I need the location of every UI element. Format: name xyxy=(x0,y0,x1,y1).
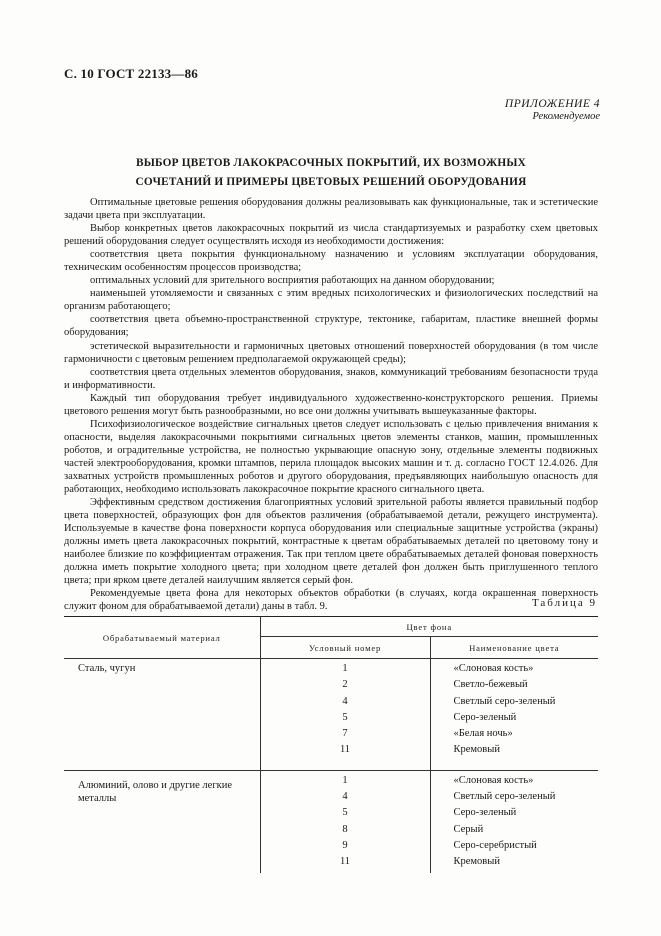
color-name: Серый xyxy=(430,820,598,836)
table-row xyxy=(64,770,598,787)
color-number: 4 xyxy=(260,692,430,708)
color-name: Светлый серо-зеленый xyxy=(430,787,598,803)
color-table xyxy=(64,616,598,873)
color-number: 1 xyxy=(260,659,430,676)
color-number: 2 xyxy=(260,675,430,691)
color-name: Серо-зеленый xyxy=(430,708,598,724)
material-name: Сталь, чугун xyxy=(78,663,136,674)
paragraph: наименьшей утомляемости и связанных с этим вредных психологических и физиологических последствий на организм работающего; xyxy=(64,288,598,313)
paragraph: эстетической выразительности и гармоничных цветовых отношений поверхностей оборудования (в том числе гармоничности с цветовым решением предполагаемой окружающей среды); xyxy=(64,340,598,365)
paragraph: Рекомендуемые цвета фона для некоторых объектов обработки (в случаях, когда окрашенная поверхность служит фоном для обрабатываемой детали) даны в табл. 9. xyxy=(64,588,598,613)
page-header: С. 10 ГОСТ 22133—86 xyxy=(64,66,198,81)
material-cell xyxy=(64,659,260,757)
section-title xyxy=(64,154,598,192)
color-name: «Слоновая кость» xyxy=(430,659,598,676)
paragraph: Психофизиологическое воздействие сигнальных цветов следует использовать с целью привлечения внимания к опасности, выделяя лакокрасочными покрытиями сигнальных цветов элементы станков, машин, промышленных роботов, и оградительные устройства, не полностью укрывающие опасную зону, отдельные элементы подвижных частей электрооборудования, кромки штампов, перила площадок высоких машин и т. д. согласно ГОСТ 12.4.026. Для захватных устройств промышленных роботов и другого оборудования, предъявляющих наибольшую опасность для работающих, необходимо использовать лакокрасочное покрытие красного сигнального цвета. xyxy=(64,418,598,496)
color-number: 1 xyxy=(260,770,430,787)
color-number: 4 xyxy=(260,787,430,803)
paragraph: Каждый тип оборудования требует индивидуального художественно-конструкторского решения. Приемы цветового решения могут быть разнообразными, но все они должны учитывать вышеуказанные факторы. xyxy=(64,392,598,417)
material-name: Алюминий, олово и другие легкие xyxy=(78,779,233,791)
paragraph: Эффективным средством достижения благоприятных условий зрительной работы является правильный подбор цвета поверхностей, образующих фон для объектов различения (обрабатываемой детали, режущего инструмента). Используемые в качестве фона поверхности корпуса оборудования или специальные защитные устройства (экраны) должны иметь цвета лакокрасочных покрытий, контрастные к цветам обрабатываемых деталей по цветовому тону и наиболее близкие по коэффициентам отражения. Так при теплом цвете обрабатываемых деталей фоновая поверхность должна иметь покрытие холодного цвета; при холодном цвете деталей фон должен быть приглушенного теплого цвета; при ярком цвете деталей наилучшим является серый фон. xyxy=(64,497,598,587)
group-separator xyxy=(64,757,598,771)
paragraph: соответствия цвета покрытия функциональному назначению и условиям эксплуатации оборудования, техническим особенностям процессов производства; xyxy=(64,249,598,274)
color-number: 11 xyxy=(260,740,430,756)
color-number: 11 xyxy=(260,852,430,872)
paragraph: Выбор конкретных цветов лакокрасочных покрытий из числа стандартизуемых и разработку схем цветовых решений оборудования следует осуществлять исходя из необходимости достижения: xyxy=(64,223,598,248)
appendix-title: ПРИЛОЖЕНИЕ 4 xyxy=(504,98,600,110)
paragraph: соответствия цвета объемно-пространственной структуре, тектонике, габаритам, пластике внешней формы оборудования; xyxy=(64,314,598,339)
appendix-subtitle: Рекомендуемое xyxy=(532,111,600,122)
material-cell xyxy=(64,770,260,872)
color-number: 5 xyxy=(260,708,430,724)
color-number: 7 xyxy=(260,724,430,740)
header-material: Обрабатываемый материал xyxy=(64,617,260,659)
paragraph: соответствия цвета отдельных элементов оборудования, знаков, коммуникаций требованиям безопасности труда и информативности. xyxy=(64,366,598,391)
header-background-color: Цвет фона xyxy=(260,617,598,637)
color-name: «Белая ночь» xyxy=(430,724,598,740)
color-name: Серо-зеленый xyxy=(430,803,598,819)
color-name: Светло-бежевый xyxy=(430,675,598,691)
table-caption: Таблица 9 xyxy=(531,597,597,609)
section-title-line-1: ВЫБОР ЦВЕТОВ ЛАКОКРАСОЧНЫХ ПОКРЫТИЙ, ИХ ВОЗМОЖНЫХ xyxy=(136,157,526,169)
material-name-cont: металлы xyxy=(78,793,117,805)
color-number: 8 xyxy=(260,820,430,836)
color-name: Кремовый xyxy=(430,740,598,756)
appendix-label xyxy=(505,98,600,122)
paragraph: Оптимальные цветовые решения оборудования должны реализовывать как функциональные, так и эстетические задачи цвета при эксплуатации. xyxy=(64,197,598,222)
section-title-line-2: СОЧЕТАНИЙ И ПРИМЕРЫ ЦВЕТОВЫХ РЕШЕНИЙ ОБОРУДОВАНИЯ xyxy=(135,176,527,188)
color-number: 9 xyxy=(260,836,430,852)
paragraph: оптимальных условий для зрительного восприятия работающих на данном оборудовании; xyxy=(90,275,495,287)
header-number: Условный номер xyxy=(260,637,430,659)
body-text xyxy=(64,196,598,614)
color-name: «Слоновая кость» xyxy=(430,770,598,787)
color-name: Светлый серо-зеленый xyxy=(430,692,598,708)
color-name: Серо-серебристый xyxy=(430,836,598,852)
color-number: 5 xyxy=(260,803,430,819)
color-name: Кремовый xyxy=(430,852,598,872)
header-color-name: Наименование цвета xyxy=(430,637,598,659)
table-row xyxy=(64,659,598,676)
